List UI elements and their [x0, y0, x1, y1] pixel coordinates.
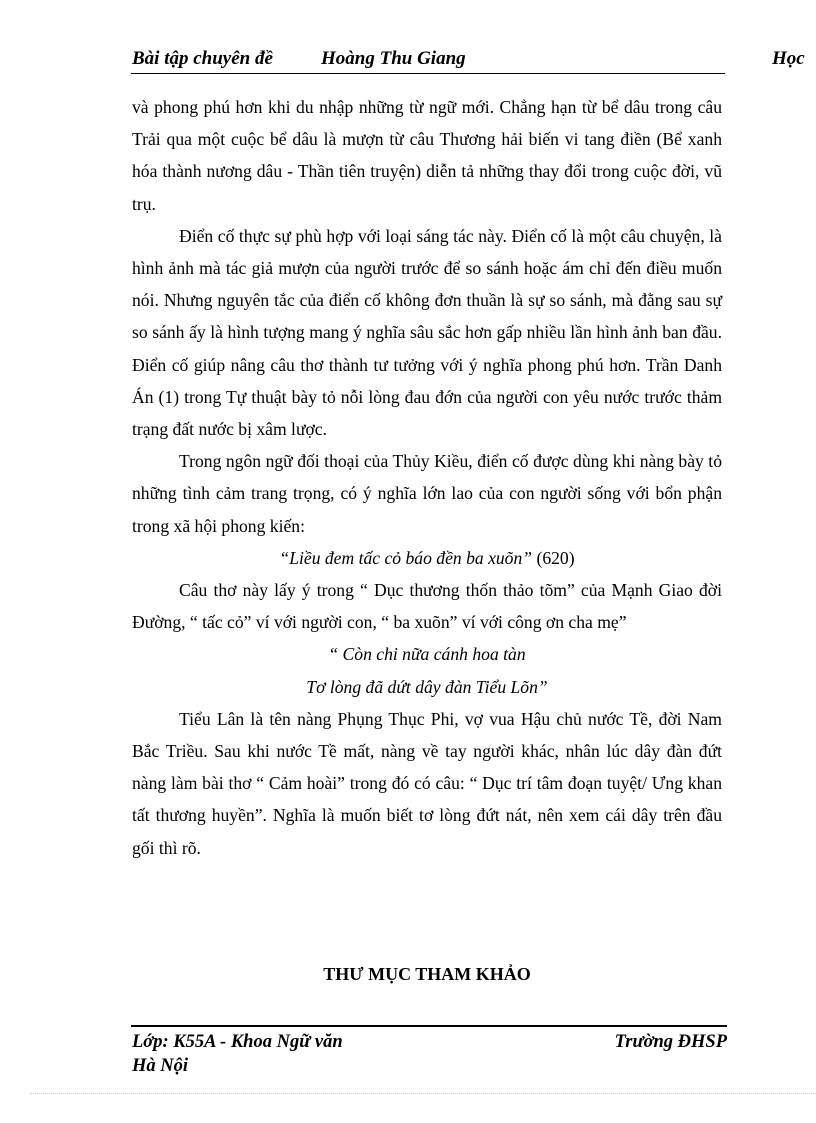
footer-school: Trường ĐHSP: [614, 1032, 727, 1052]
page-footer: [132, 1030, 727, 1078]
header-author: Hoàng Thu Giang: [321, 48, 466, 69]
paragraph-5: Tiểu Lân là tên nàng Phụng Thục Phi, vợ vua Hậu chủ nước Tề, đời Nam Bắc Triều. Sau khi nước Tề mất, nàng về tay người khác, nhân lúc dây đàn đứt nàng làm bài thơ “ Cảm hoài” trong đó có câu: “ Dục trí tâm đoạn tuyệt/ Ưng khan tất thương huyền”. Nghĩa là muốn biết tơ lòng đứt nát, nên xem cái dây trên đầu gối thì rõ.: [132, 708, 722, 858]
verse-1-text: “Liều đem tấc cỏ báo đền ba xuõn”: [279, 547, 533, 568]
section-title: THƯ MỤC THAM KHẢO: [323, 964, 531, 984]
footer-class-line: Lớp: K55A - Khoa Ngữ văn: [132, 1032, 343, 1052]
verse-quote-1: [132, 542, 722, 574]
page-break-line: [30, 1093, 816, 1094]
verse-1-number: (620): [532, 547, 575, 568]
verse-quote-2-line-2: Tơ lòng đã dứt dây đàn Tiểu Lõn”: [306, 676, 548, 697]
document-body: [132, 91, 722, 864]
paragraph-1: và phong phú hơn khi du nhập những từ ngữ mới. Chẳng hạn từ bể dâu trong câu Trải qua một cuộc bể dâu là mượn từ câu Thương hải biến vi tang điền (Bể xanh hóa thành nương dâu - Thần tiên truyện) diễn tả những thay đổi trong cuộc đời, vũ trụ.: [132, 97, 722, 214]
header-right-text: Học: [772, 48, 805, 69]
paragraph-2: Điển cố thực sự phù hợp với loại sáng tác này. Điển cố là một câu chuyện, là hình ảnh mà tác giả mượn của người trước để so sánh hoặc ám chỉ đến điều muốn nói. Nhưng nguyên tắc của điển cố không đơn thuần là sự so sánh, mà đằng sau sự so sánh ấy là hình tượng mang ý nghĩa sâu sắc hơn gấp nhiều lần hình ảnh ban đầu. Điển cố giúp nâng câu thơ thành tư tưởng với ý nghĩa phong phú hơn. Trần Danh Án (1) trong Tự thuật bày tỏ nỗi lòng đau đớn của người con yêu nước trước thảm trạng đất nước bị xâm lược.: [132, 225, 722, 440]
verse-quote-2-line-1: “ Còn chi nữa cánh hoa tàn: [328, 644, 526, 665]
header-rule: [131, 73, 725, 74]
paragraph-3: Trong ngôn ngữ đối thoại của Thủy Kiều, điển cố được dùng khi nàng bày tỏ những tình cảm trang trọng, có ý nghĩa lớn lao của con người sống với bổn phận trong xã hội phong kiến:: [132, 451, 722, 536]
header-course-title: Bài tập chuyên đề: [132, 48, 273, 69]
footer-rule: [131, 1025, 727, 1027]
page-header: [132, 48, 816, 70]
footer-city-line: Hà Nội: [132, 1056, 189, 1076]
paragraph-4: Câu thơ này lấy ý trong “ Dục thương thốn thảo tõm” của Mạnh Giao đời Đường, “ tấc cỏ” ví với người con, “ ba xuõn” ví với công ơn cha mẹ”: [132, 580, 722, 633]
